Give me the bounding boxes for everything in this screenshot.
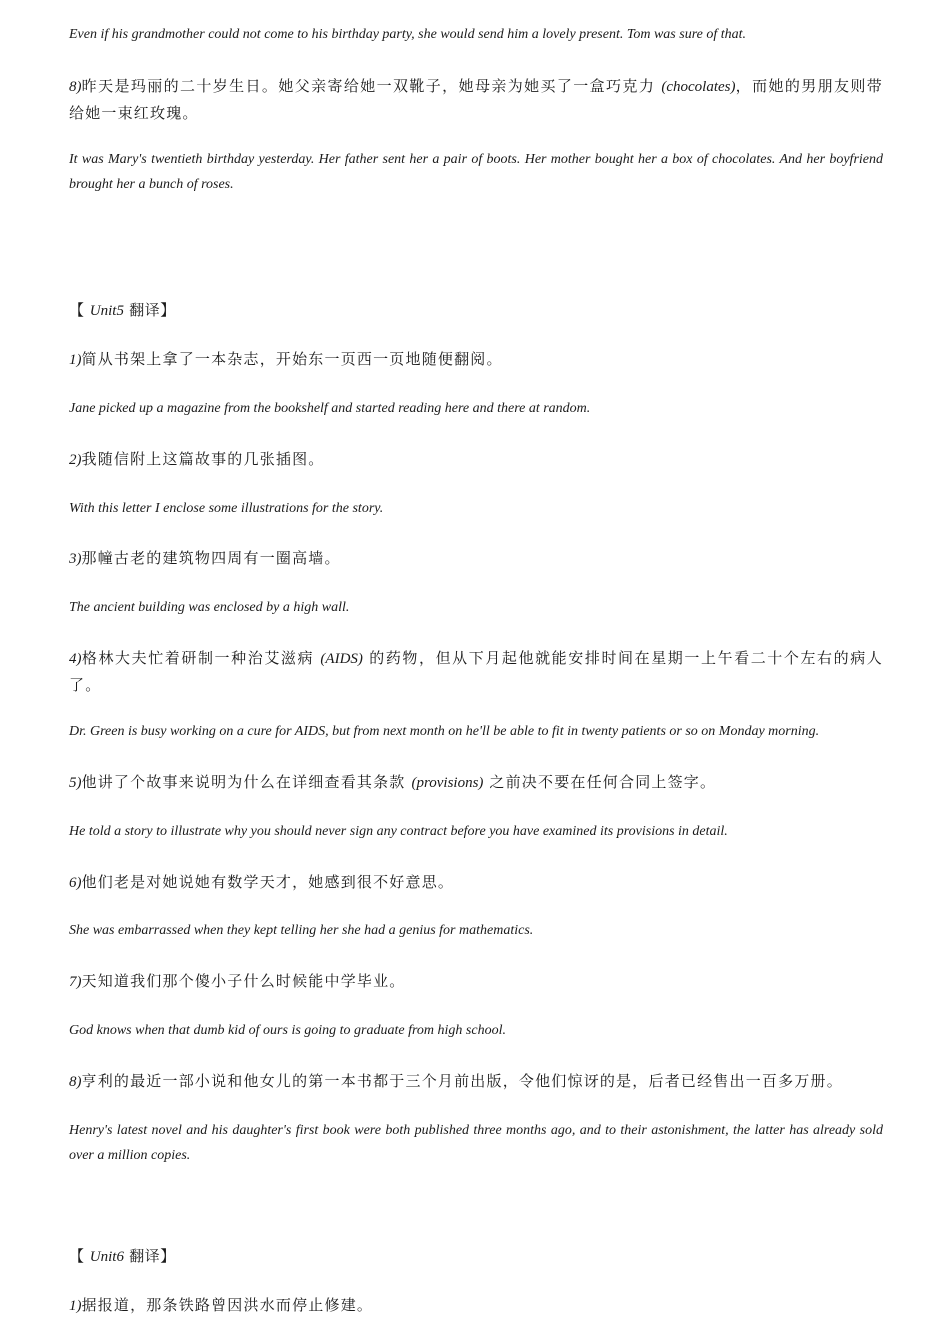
item-text: 昨天是玛丽的二十岁生日。她父亲寄给她一双靴子，她母亲为她买了一盒巧克力 bbox=[81, 77, 662, 95]
unit4-item8-chinese bbox=[69, 73, 883, 126]
item-number: 4) bbox=[69, 651, 82, 667]
item-text: 天知道我们那个傻小子什么时候能中学毕业。 bbox=[81, 972, 406, 990]
unit4-item7-english: Even if his grandmother could not come to his birthday party, she would send him a lovely present. Tom was sure of that. bbox=[69, 27, 747, 42]
unit5-item2-english: With this letter I enclose some illustrations for the story. bbox=[69, 501, 384, 516]
item-text: 的药物，但从下月起他就能安排时间在星期一上午看二十个左右的病人了。 bbox=[69, 649, 883, 694]
unit5-item4-english: Dr. Green is busy working on a cure for AIDS, but from next month on he'll be able to fit in twenty patients or so on Monday morning. bbox=[69, 724, 820, 739]
item-number: 6) bbox=[69, 875, 82, 891]
item-number: 3) bbox=[69, 551, 82, 567]
item-number: 8) bbox=[69, 1074, 82, 1090]
heading-unit: Unit5 bbox=[89, 303, 124, 319]
item-text: 他讲了个故事来说明为什么在详细查看其条款 bbox=[81, 773, 412, 791]
item-text: ，而她的男朋友则带给她一束红玫瑰。 bbox=[69, 77, 883, 122]
item-number: 7) bbox=[69, 974, 82, 990]
item-text: 之前决不要在任何合同上签字。 bbox=[483, 773, 717, 791]
item-text: 格林大夫忙着研制一种治艾滋病 bbox=[81, 649, 321, 667]
item-term: (provisions) bbox=[411, 775, 484, 791]
unit5-item8-chinese bbox=[69, 1068, 883, 1095]
item-text: 简从书架上拿了一本杂志，开始东一页西一页地随便翻阅。 bbox=[81, 350, 503, 368]
item-text: 我随信附上这篇故事的几张插图。 bbox=[81, 450, 325, 468]
item-number: 2) bbox=[69, 452, 82, 468]
item-text: 那幢古老的建筑物四周有一圈高墙。 bbox=[81, 549, 341, 567]
item-text: 据报道，那条铁路曾因洪水而停止修建。 bbox=[81, 1296, 374, 1314]
heading-bracket: 【 bbox=[69, 301, 90, 319]
unit5-item7-chinese bbox=[69, 968, 883, 995]
item-number: 8) bbox=[69, 79, 82, 95]
unit5-item7-english: God knows when that dumb kid of ours is going to graduate from high school. bbox=[69, 1023, 506, 1038]
item-term: (chocolates) bbox=[661, 79, 736, 95]
unit5-item2-chinese bbox=[69, 446, 883, 473]
item-text: 他们老是对她说她有数学天才，她感到很不好意思。 bbox=[81, 873, 455, 891]
unit5-item1-chinese bbox=[69, 346, 883, 373]
heading-bracket: 【 bbox=[69, 1247, 90, 1265]
unit4-item8-english: It was Mary's twentieth birthday yesterday. Her father sent her a pair of boots. Her mother bought her a box of chocolates. And her boyfriend brought her a bunch of roses. bbox=[69, 152, 883, 192]
unit5-item8-english: Henry's latest novel and his daughter's first book were both published three months ago, and to their astonishment, the latter has already sold over a million copies. bbox=[69, 1123, 883, 1163]
unit5-item4-chinese bbox=[69, 645, 883, 698]
unit6-item1-chinese bbox=[69, 1292, 883, 1319]
unit5-heading bbox=[69, 297, 883, 324]
heading-text: 翻译】 bbox=[123, 1247, 176, 1265]
unit6-heading bbox=[69, 1243, 883, 1270]
unit5-item3-english: The ancient building was enclosed by a high wall. bbox=[69, 600, 350, 615]
unit5-item6-english: She was embarrassed when they kept telling her she had a genius for mathematics. bbox=[69, 923, 534, 938]
unit5-item3-chinese bbox=[69, 545, 883, 572]
heading-unit: Unit6 bbox=[89, 1249, 124, 1265]
heading-text: 翻译】 bbox=[123, 301, 176, 319]
unit5-item6-chinese bbox=[69, 869, 883, 896]
unit5-item5-english: He told a story to illustrate why you should never sign any contract before you have examined its provisions in detail. bbox=[69, 824, 728, 839]
unit5-item1-english: Jane picked up a magazine from the bookshelf and started reading here and there at random. bbox=[69, 401, 591, 416]
item-number: 5) bbox=[69, 775, 82, 791]
item-number: 1) bbox=[69, 1298, 82, 1314]
item-text: 亨利的最近一部小说和他女儿的第一本书都于三个月前出版，令他们惊讶的是，后者已经售出一百多万册。 bbox=[81, 1072, 843, 1090]
item-term: (AIDS) bbox=[320, 651, 363, 667]
item-number: 1) bbox=[69, 352, 82, 368]
unit5-item5-chinese bbox=[69, 769, 883, 796]
